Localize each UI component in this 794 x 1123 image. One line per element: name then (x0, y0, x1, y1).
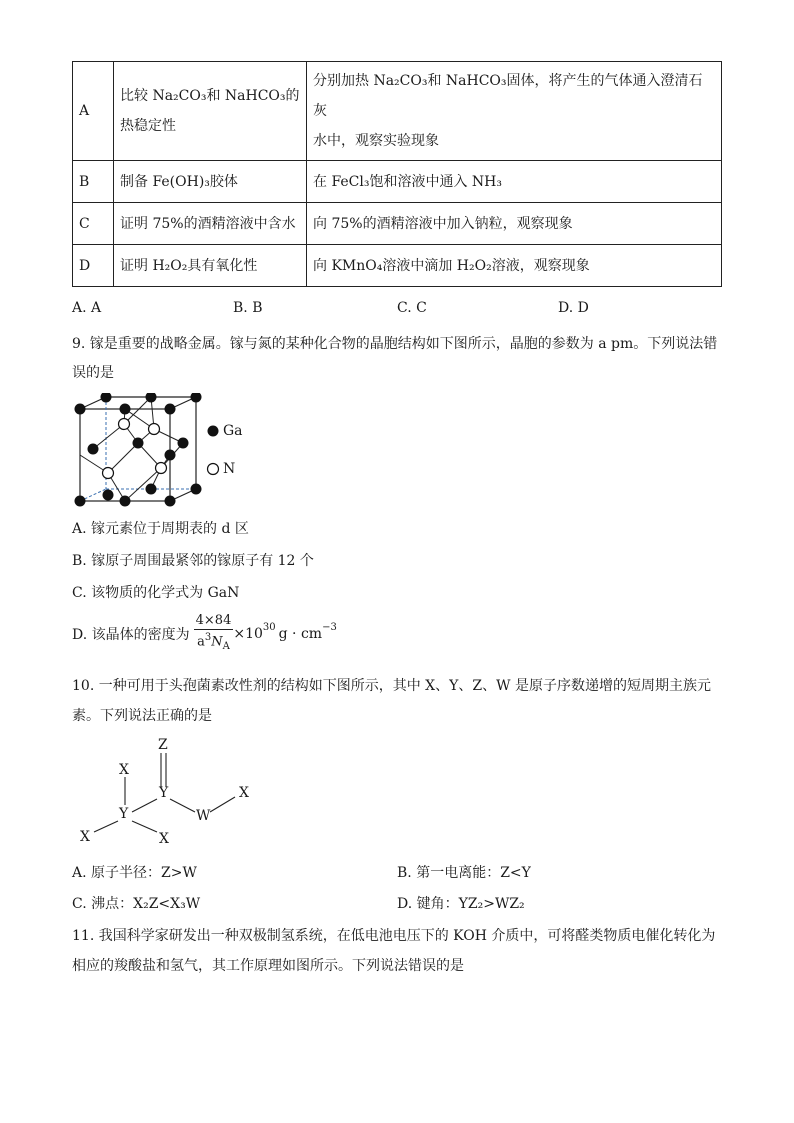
row-operation: 在 FeCl₃饱和溶液中通入 NH₃ (307, 161, 722, 203)
legend-n-label: N (223, 461, 236, 477)
q10-option-d: D. 键角：YZ₂>WZ₂ (397, 896, 525, 912)
table-row (73, 161, 722, 203)
row-operation: 分别加热 Na₂CO₃和 NaHCO₃固体，将产生的气体通入澄清石灰 水中，观察实验现象 (307, 62, 722, 161)
atom-x-top: X (119, 762, 129, 778)
q9-option-d: D. 该晶体的密度为 $\frac{4\times 84}{a^3N_A}$ ×10 $^{30}$ g · cm $^{-3}$ (72, 613, 337, 655)
row-operation: 向 75%的酒精溶液中加入钠粒，观察现象 (307, 203, 722, 245)
experiment-table (72, 61, 722, 287)
q9-option-c: C. 该物质的化学式为 GaN (72, 585, 240, 601)
crystal-cell-diagram (72, 393, 272, 511)
row-label: B (73, 161, 114, 203)
atom-x-bottom-left: X (80, 829, 90, 845)
q10-stem-line2: 素。下列说法正确的是 (72, 708, 212, 724)
row-purpose: 证明 75%的酒精溶液中含水 (114, 203, 307, 245)
row-label: C (73, 203, 114, 245)
q10-option-b: B. 第一电离能：Z<Y (397, 865, 531, 881)
q10-option-a: A. 原子半径：Z>W (72, 865, 197, 881)
row-label: A (73, 62, 114, 161)
table-row (73, 245, 722, 287)
legend-ga-label: Ga (223, 423, 243, 439)
row-operation: 向 KMnO₄溶液中滴加 H₂O₂溶液，观察现象 (307, 245, 722, 287)
table-row (73, 62, 722, 161)
atom-x-right: X (239, 785, 249, 801)
q8-option-d: D. D (558, 300, 589, 316)
q11-stem-line2: 相应的羧酸盐和氢气，其工作原理如图所示。下列说法错误的是 (72, 958, 464, 974)
atom-w: W (196, 808, 211, 824)
atom-x-bottom-right: X (159, 831, 169, 847)
q9-option-a: A. 镓元素位于周期表的 d 区 (72, 521, 249, 537)
atom-y-left: Y (119, 806, 129, 822)
q9-option-b: B. 镓原子周围最紧邻的镓原子有 12 个 (72, 553, 314, 569)
row-purpose: 证明 H₂O₂具有氧化性 (114, 245, 307, 287)
q8-option-c: C. C (397, 300, 427, 316)
atom-z: Z (158, 737, 168, 753)
density-fraction: $\frac{4\times 84}{a^3N_A}$ (195, 613, 232, 652)
q8-option-b: B. B (233, 300, 263, 316)
atom-y-center: Y (159, 785, 169, 801)
row-label: D (73, 245, 114, 287)
table-row (73, 203, 722, 245)
q9-stem-line1: 9. 镓是重要的战略金属。镓与氮的某种化合物的晶胞结构如下图所示，晶胞的参数为 a pm。下列说法错 (72, 336, 718, 352)
q11-stem-line1: 11. 我国科学家研发出一种双极制氢系统，在低电池电压下的 KOH 介质中，可将醛类物质电催化转化为 (72, 928, 716, 944)
q9-stem-line2: 误的是 (72, 365, 114, 381)
q8-option-a: A. A (72, 300, 102, 316)
q10-option-c: C. 沸点：X₂Z<X₃W (72, 896, 201, 912)
row-purpose: 制备 Fe(OH)₃胶体 (114, 161, 307, 203)
q10-stem-line1: 10. 一种可用于头孢菌素改性剂的结构如下图所示，其中 X、Y、Z、W 是原子序数递增的短周期主族元 (72, 678, 711, 694)
row-purpose: 比较 Na₂CO₃和 NaHCO₃的 热稳定性 (114, 62, 307, 161)
